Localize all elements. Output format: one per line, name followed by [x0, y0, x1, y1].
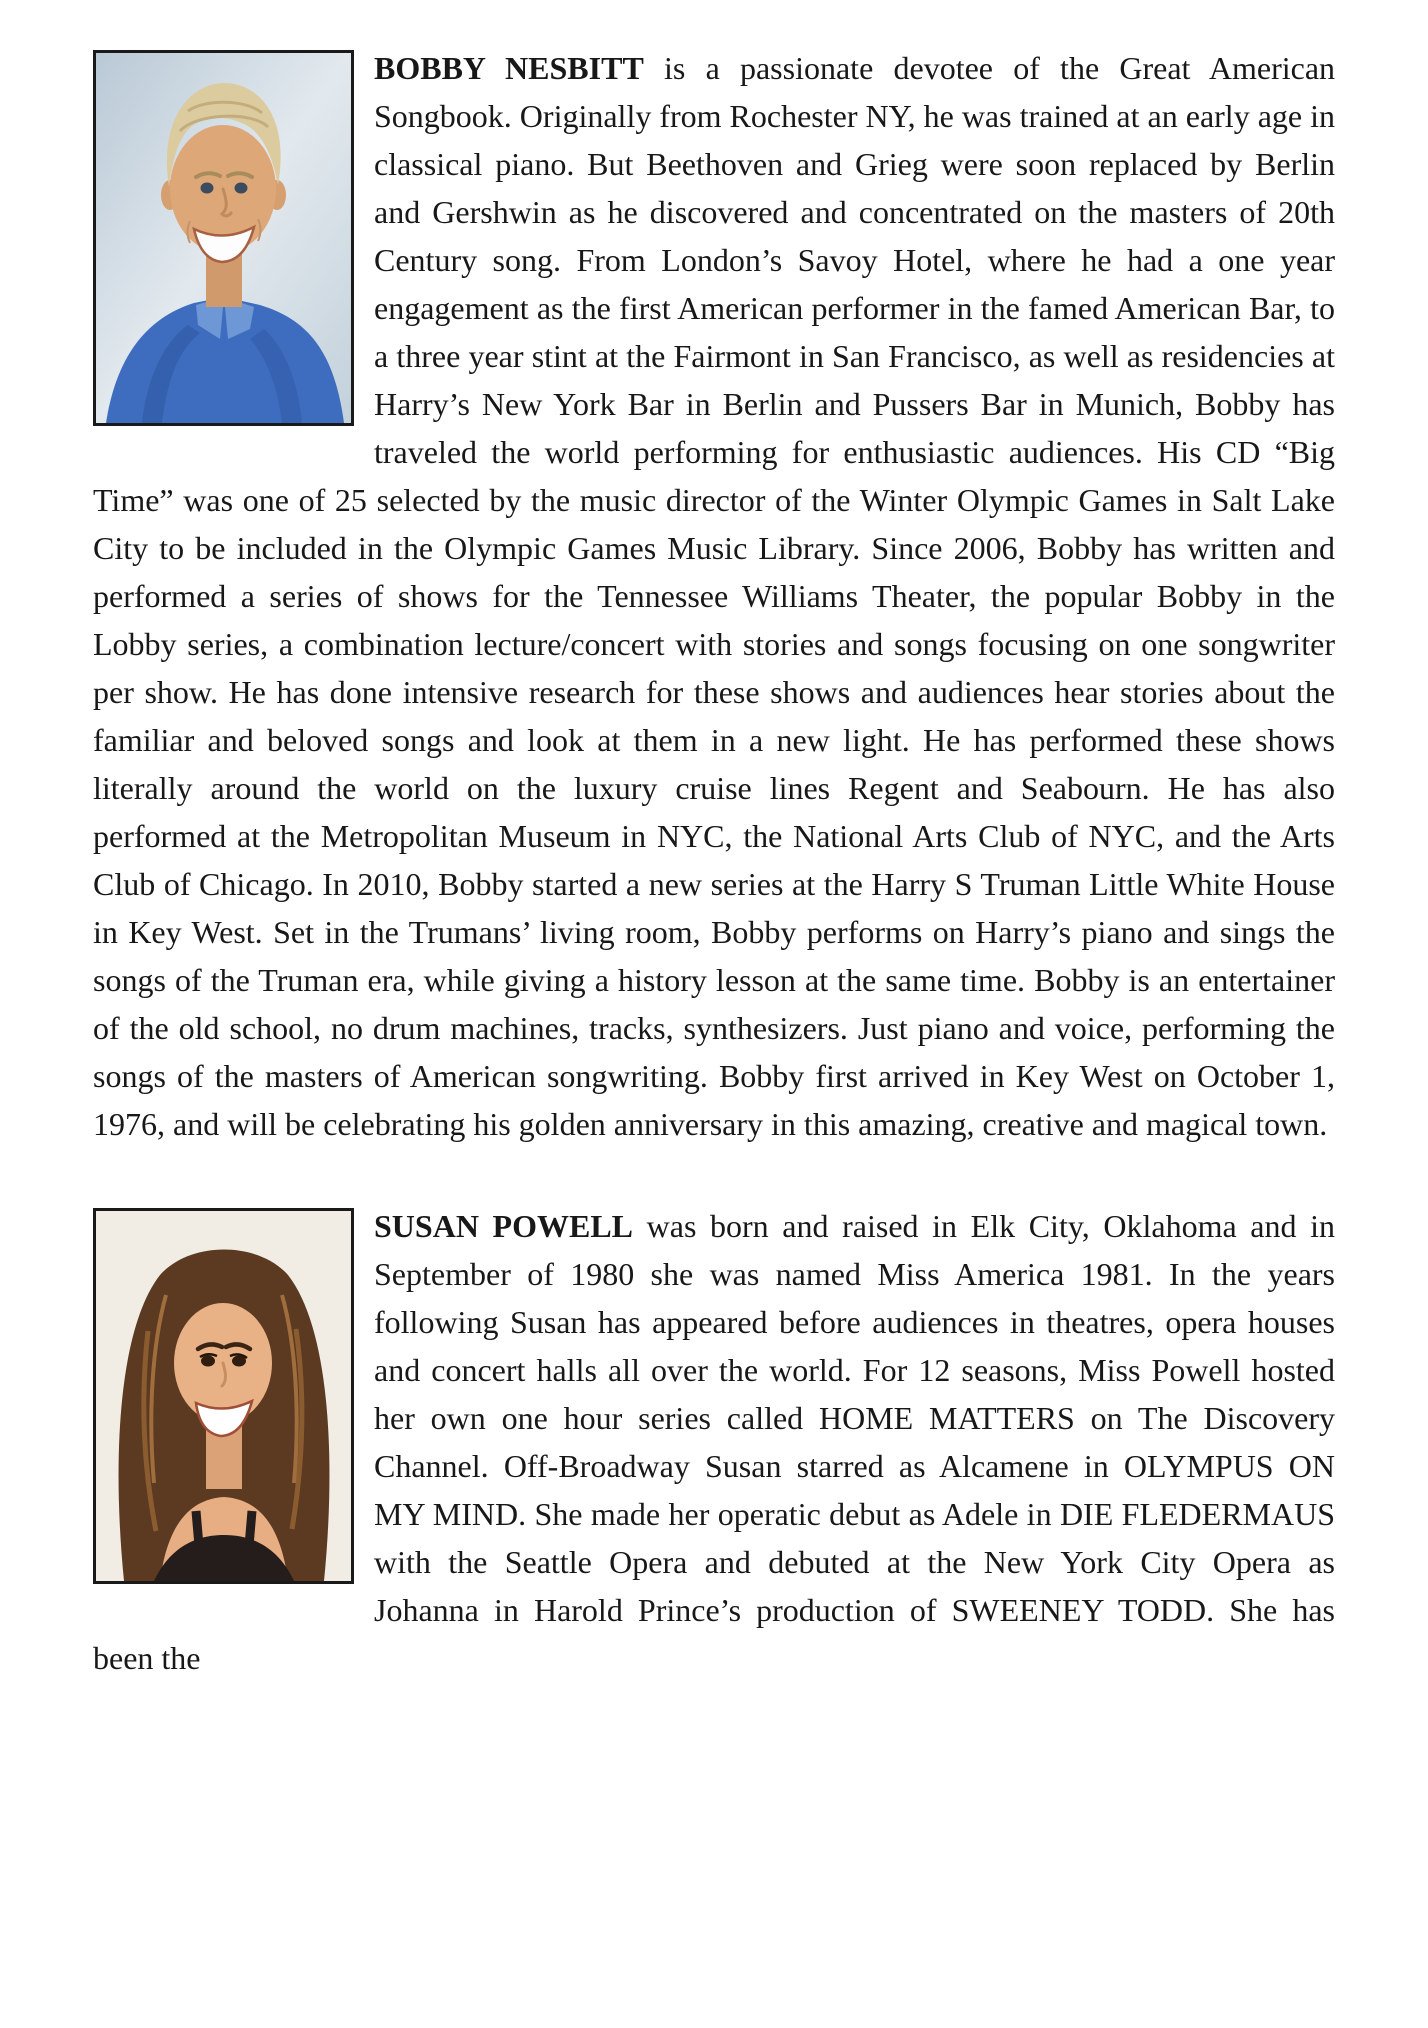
- bio-name-susan-powell: SUSAN POWELL: [374, 1208, 634, 1244]
- bio-section-susan-powell: [93, 1202, 1335, 1682]
- page-content: [93, 0, 1335, 1682]
- bobby-nesbitt-photo: [93, 50, 354, 426]
- bio-body-bobby-nesbitt: is a passionate devotee of the Great American Songbook. Originally from Rochester NY, he was trained at an early age in classical piano. But Beethoven and Grieg were soon replaced by Berlin and Gershwin as he discovered and concentrated on the masters of 20th Century song. From London’s Savoy Hotel, where he had a one year engagement as the first American performer in the famed American Bar, to a three year stint at the Fairmont in San Francisco, as well as residencies at Harry’s New York Bar in Berlin and Pussers Bar in Munich, Bobby has traveled the world performing for enthusiastic audiences. His CD “Big Time” was one of 25 selected by the music director of the Winter Olympic Games in Salt Lake City to be included in the Olympic Games Music Library. Since 2006, Bobby has written and performed a series of shows for the Tennessee Williams Theater, the popular Bobby in the Lobby series, a combination lecture/concert with stories and songs focusing on one songwriter per show. He has done intensive research for these shows and audiences hear stories about the familiar and beloved songs and look at them in a new light. He has performed these shows literally around the world on the luxury cruise lines Regent and Seabourn. He has also performed at the Metropolitan Museum in NYC, the National Arts Club of NYC, and the Arts Club of Chicago. In 2010, Bobby started a new series at the Harry S Truman Little White House in Key West. Set in the Trumans’ living room, Bobby performs on Harry’s piano and sings the songs of the Truman era, while giving a history lesson at the same time. Bobby is an entertainer of the old school, no drum machines, tracks, synthesizers. Just piano and voice, performing the songs of the masters of American songwriting. Bobby first arrived in Key West on October 1, 1976, and will be celebrating his golden anniversary in this amazing, creative and magical town.: [93, 50, 1336, 1142]
- susan-powell-photo: [93, 1208, 354, 1584]
- bio-section-bobby-nesbitt: [93, 44, 1335, 1148]
- bio-name-bobby-nesbitt: BOBBY NESBITT: [374, 50, 644, 86]
- bobby-nesbitt-portrait-illustration: [96, 53, 351, 423]
- susan-powell-portrait-illustration: [96, 1211, 351, 1581]
- bio-body-susan-powell: was born and raised in Elk City, Oklahoma and in September of 1980 she was named Miss America 1981. In the years following Susan has appeared before audiences in theatres, opera houses and concert halls all over the world. For 12 seasons, Miss Powell hosted her own one hour series called HOME MATTERS on The Discovery Channel. Off-Broadway Susan starred as Alcamene in OLYMPUS ON MY MIND. She made her operatic debut as Adele in DIE FLEDERMAUS with the Seattle Opera and debuted at the New York City Opera as Johanna in Harold Prince’s production of SWEENEY TODD. She has been the: [93, 1208, 1336, 1676]
